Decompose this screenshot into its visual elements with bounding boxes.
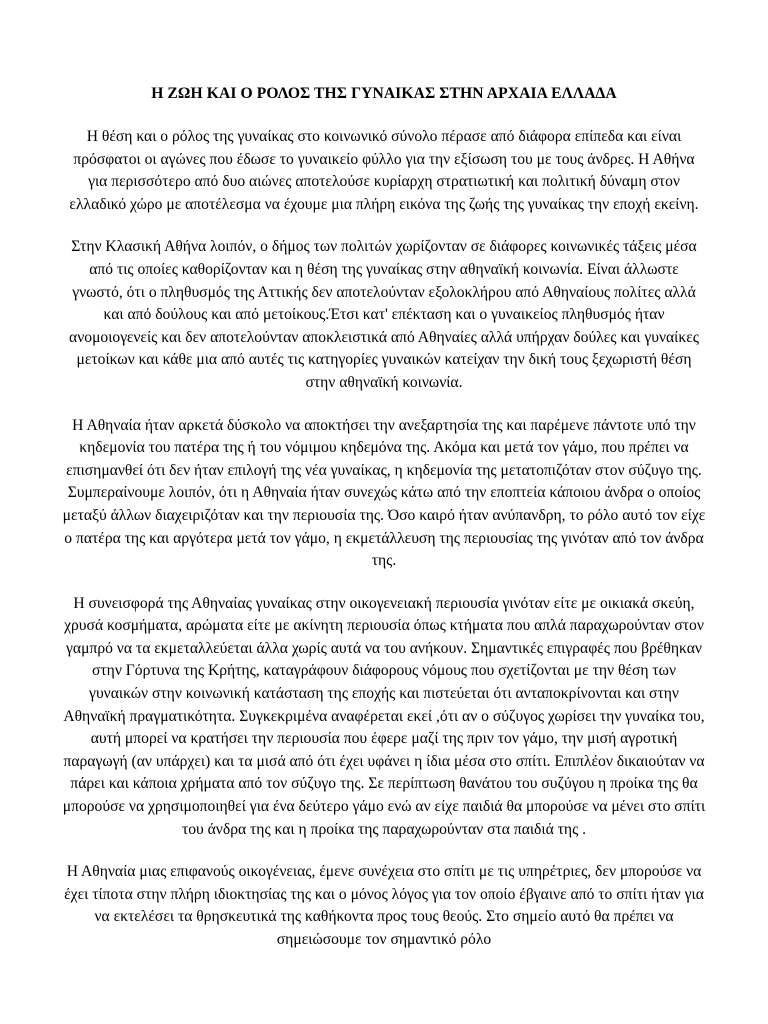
document-title: Η ΖΩΗ ΚΑΙ Ο ΡΟΛΟΣ ΤΗΣ ΓΥΝΑΙΚΑΣ ΣΤΗΝ ΑΡΧΑΙΑ ΕΛΛΑΔΑ	[151, 85, 617, 102]
paragraph-2: Στην Κλασική Αθήνα λοιπόν, ο δήμος των πολιτών χωρίζονταν σε διάφορες κοινωνικές τάξεις μέσα από τις οποίες καθορίζονταν και η θέση της γυναίκας στην αθηναϊκή κοινωνία. Είναι άλλωστε γνωστό, ότι ο πληθυσμός της Αττικής δεν αποτελούνταν εξολοκλήρου από Αθηναίους πολίτες αλλά και από δούλους και από μετοίκους.Έτσι κατ' επέκταση και ο γυναικείος πληθυσμός ήταν ανομοιογενείς και δεν αποτελούνταν αποκλειστικά από Αθηναίες αλλά υπήρχαν δούλες και γυναίκες μετοίκων και κάθε μια από αυτές τις κατηγορίες γυναικών κατείχαν την δική τους ξεχωριστή θέση στην αθηναϊκή κοινωνία.	[69, 238, 699, 391]
document-body	[62, 84, 706, 972]
paragraph-3: Η Αθηναία ήταν αρκετά δύσκολο να αποκτήσει την ανεξαρτησία της και παρέμενε πάντοτε υπό την κηδεμονία του πατέρα της ή του νόμιμου κηδεμόνα της. Ακόμα και μετά τον γάμο, που πρέπει να επισημανθεί ότι δεν ήταν επιλογή της νέα γυναίκας, η κηδεμονία της μετατοπιζόταν στον σύζυγο της. Συμπεραίνουμε λοιπόν, ότι η Αθηναία ήταν συνεχώς κάτω από την εποπτεία κάποιου άνδρα ο οποίος μεταξύ άλλων διαχειριζόταν και την περιουσία της. Όσο καιρό ήταν ανύπανδρη, το ρόλο αυτό τον είχε ο πατέρα της και αργότερα μετά τον γάμο, η εκμετάλλευση της περιουσίας της γινόταν από τον άνδρα της.	[62, 416, 706, 570]
paragraph-4: Η συνεισφορά της Αθηναίας γυναίκας στην οικογενειακή περιουσία γινόταν είτε με οικιακά σκεύη, χρυσά κοσμήματα, αρώματα είτε με ακίνητη περιουσία όπως κτήματα που απλά παραχωρούνταν στον γαμπρό να τα εκμεταλλεύεται άλλα χωρίς αυτά να του ανήκουν. Σημαντικές επιγραφές που βρέθηκαν στην Γόρτυνα της Κρήτης, καταγράφουν διάφορους νόμους που σχετίζονται με την θέση των γυναικών στην κοινωνική κατάσταση της εποχής και πιστεύεται ότι ανταποκρίνονται και στην Αθηναϊκή πραγματικότητα. Συγκεκριμένα αναφέρεται εκεί ,ότι αν ο σύζυγος χωρίσει την γυναίκα του, αυτή μπορεί να κρατήσει την περιουσία που έφερε μαζί της πριν τον γάμο, την μισή αγροτική παραγωγή (αν υπάρχει) και τα μισά από ότι έχει υφάνει η ίδια μέσα στο σπίτι. Επιπλέον δικαιούταν να πάρει και κάποια χρήματα από τον σύζυγο της. Σε περίπτωση θανάτου του συζύγου η προίκα της θα μπορούσε να χρησιμοποιηθεί για ένα δεύτερο γάμο ενώ αν είχε παιδιά θα μπορούσε να μένει στο σπίτι του άνδρα της και η προίκα της παραχωρούνταν στα παιδιά της .	[62, 594, 706, 838]
paragraph-1: Η θέση και ο ρόλος της γυναίκας στο κοινωνικό σύνολο πέρασε από διάφορα επίπεδα και είναι πρόσφατοι οι αγώνες που έδωσε το γυναικείο φύλλο για την εξίσωση του με τους άνδρες. Η Αθήνα για περισσότερο από δυο αιώνες αποτελούσε κυρίαρχη στρατιωτική και πολιτική δύναμη στον ελλαδικό χώρο με αποτέλεσμα να έχουμε μια πλήρη εικόνα της ζωής της γυναίκας την εποχή εκείνη.	[69, 128, 699, 213]
paragraph-5: Η Αθηναία μιας επιφανούς οικογένειας, έμενε συνέχεια στο σπίτι με τις υπηρέτριες, δεν μπορούσε να έχει τίποτα στην πλήρη ιδιοκτησίας της και ο μόνος λόγος για τον οποίο έβγαινε από το σπίτι ήταν για να εκτελέσει τα θρησκευτικά της καθήκοντα προς τους θεούς. Στο σημείο αυτό θα πρέπει να σημειώσουμε τον σημαντικό ρόλο	[64, 863, 704, 948]
